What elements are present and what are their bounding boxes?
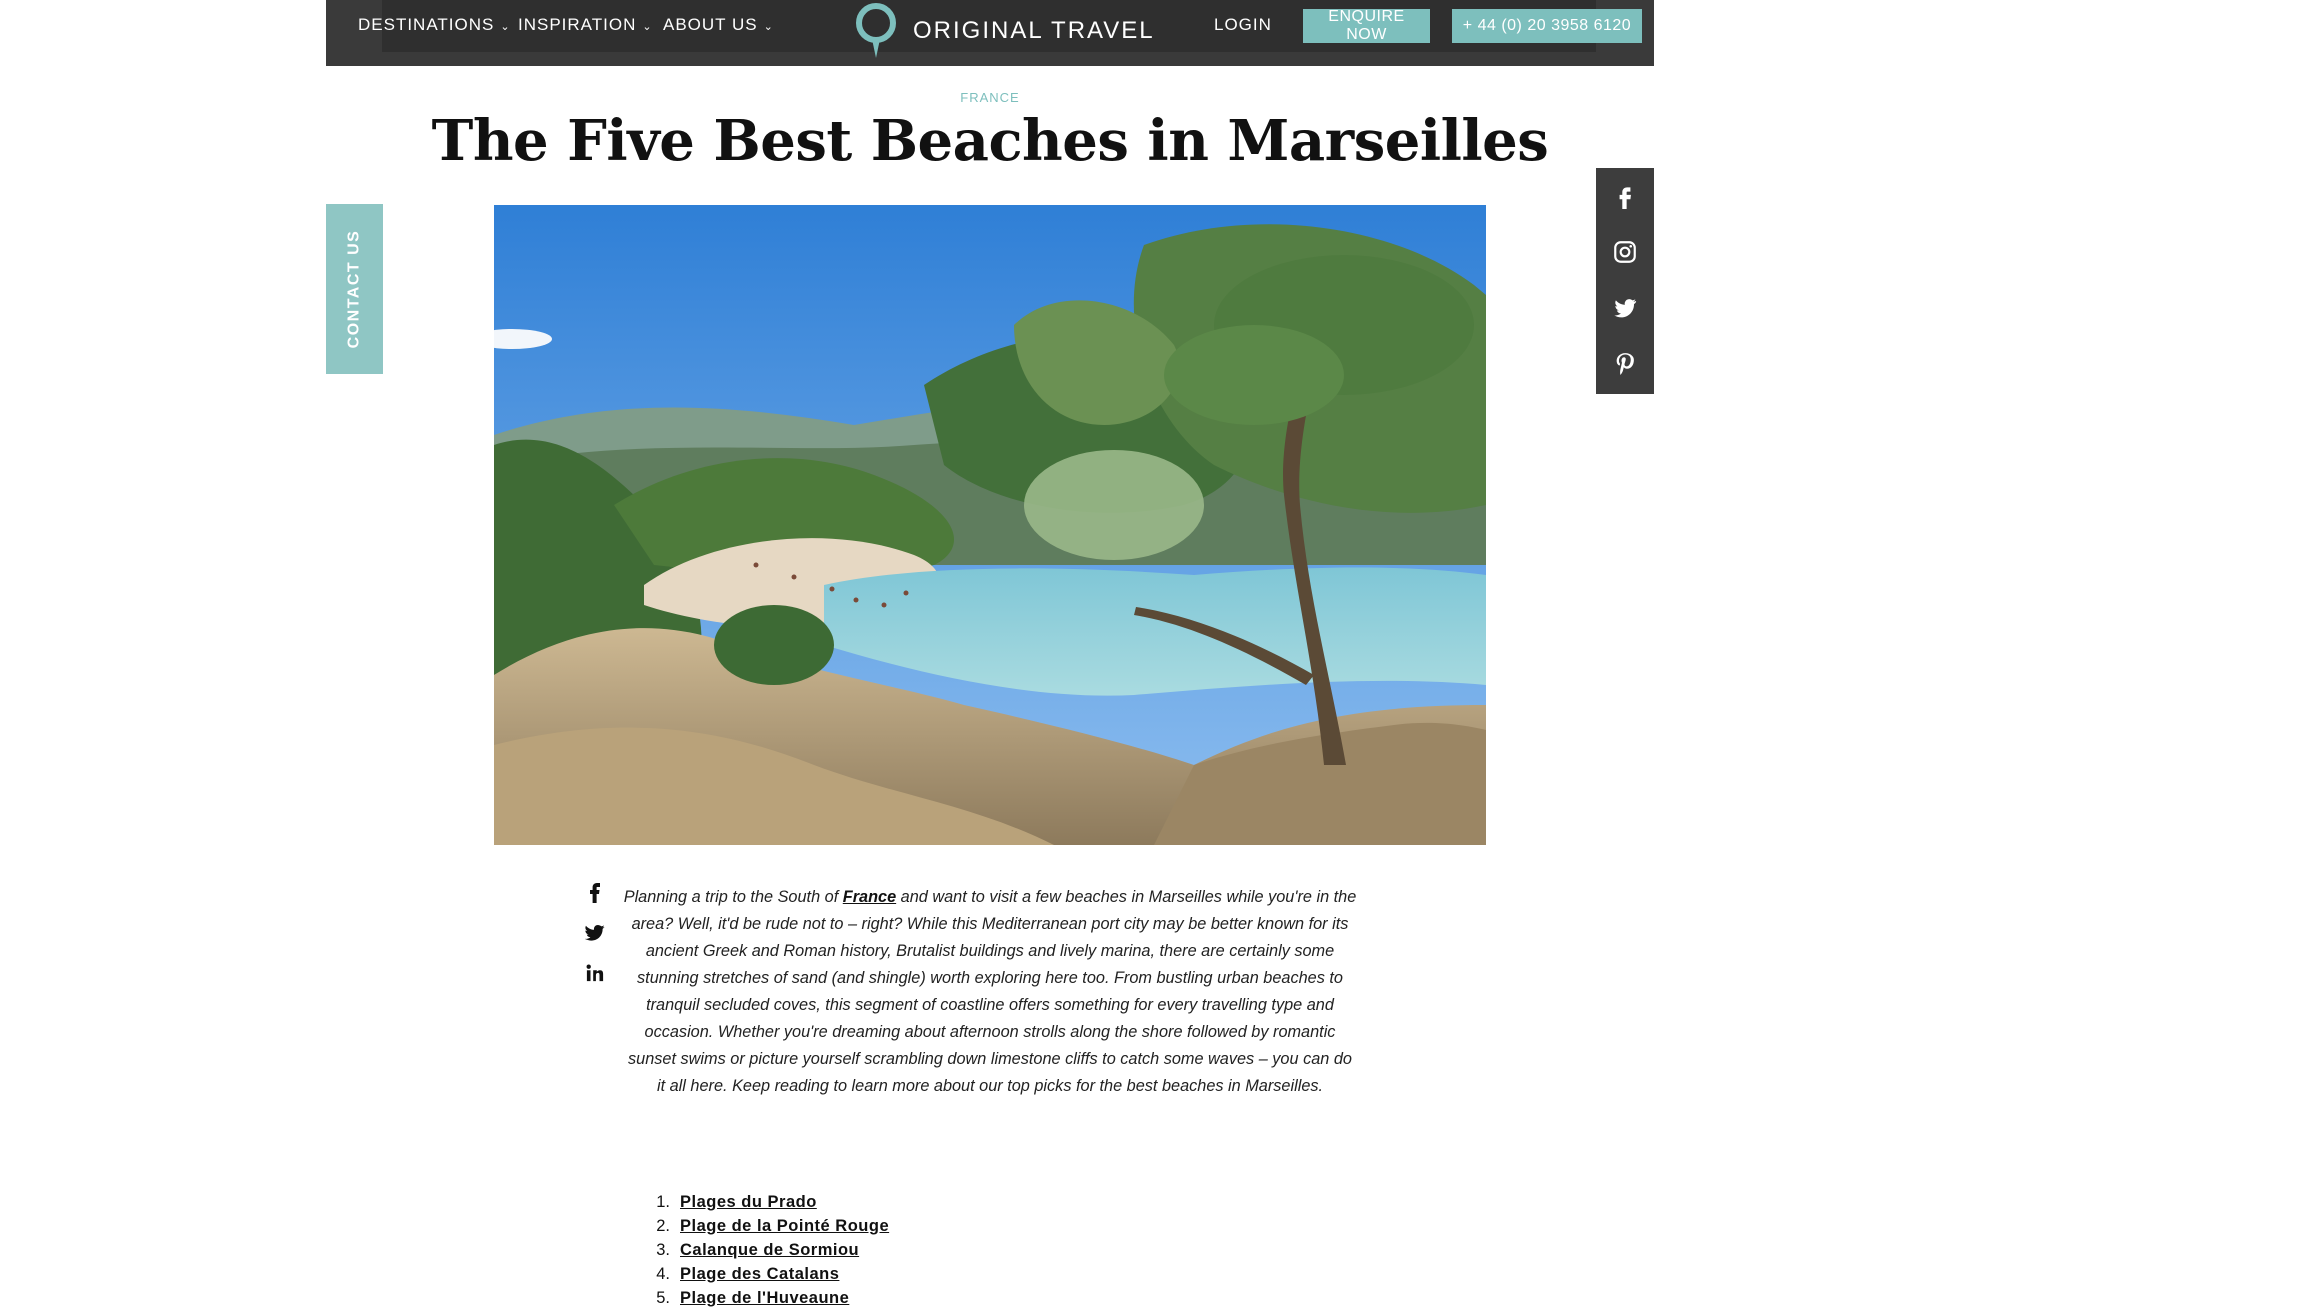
twitter-icon[interactable] [1596, 280, 1654, 336]
login-link[interactable]: LOGIN [1214, 15, 1272, 34]
hero-image [494, 205, 1486, 845]
list-item [648, 1214, 889, 1238]
intro-paragraph [622, 884, 1358, 1100]
list-item [648, 1286, 889, 1310]
contact-us-label: CONTACT US [345, 229, 363, 349]
list-item [648, 1190, 889, 1214]
list-number: 4. [656, 1265, 670, 1283]
toc-link-plages-du-prado[interactable]: Plages du Prado [680, 1193, 817, 1211]
toc-link-pointe-rouge[interactable]: Plage de la Pointé Rouge [680, 1217, 890, 1235]
logo-pin-icon [853, 2, 899, 60]
logo-wordmark [913, 17, 1155, 45]
list-number: 2. [656, 1217, 670, 1235]
phone-button[interactable]: + 44 (0) 20 3958 6120 [1452, 9, 1642, 43]
toc-link-calanque-de-sormiou[interactable]: Calanque de Sormiou [680, 1241, 860, 1259]
list-item [648, 1238, 889, 1262]
list-number: 1. [656, 1193, 670, 1211]
article-category[interactable]: FRANCE [960, 90, 1020, 105]
toc-link-plage-de-l-huveaune[interactable]: Plage de l'Huveaune [680, 1289, 850, 1307]
share-twitter-icon[interactable] [582, 920, 608, 946]
pinterest-icon[interactable] [1596, 336, 1654, 392]
intro-text-before: Planning a trip to the South of [623, 888, 843, 906]
nav-about-us-label: ABOUT US [663, 15, 758, 34]
enquire-now-button[interactable]: ENQUIRE NOW [1303, 9, 1430, 43]
chevron-down-icon: ⌄ [500, 20, 511, 33]
share-facebook-icon[interactable] [582, 880, 608, 906]
logo-word-original: ORIGINAL [913, 17, 1043, 44]
social-rail [1596, 168, 1654, 394]
list-item [648, 1262, 889, 1286]
top-navigation-bar [326, 0, 1654, 66]
nav-about-us[interactable] [663, 0, 774, 50]
list-number: 3. [656, 1241, 670, 1259]
chevron-down-icon: ⌄ [763, 20, 774, 33]
chevron-down-icon: ⌄ [642, 20, 653, 33]
share-linkedin-icon[interactable] [582, 960, 608, 986]
facebook-icon[interactable] [1596, 168, 1654, 224]
nav-destinations[interactable] [358, 0, 511, 50]
france-link[interactable]: France [842, 888, 897, 906]
intro-text-after: and want to visit a few beaches in Marseilles while you're in the area? Well, it'd be rude not to – right? While this Mediterranean port city may be better known for its ancient Greek and Roman history, Brutalist buildings and lively marina, there are certainly some stunning stretches of sand (and shingle) worth exploring here too. From bustling urban beaches to tranquil secluded coves, this segment of coastline offers something for every travelling type and occasion. Whether you're dreaming about afternoon strolls along the shore followed by romantic sunset swims or picture yourself scrambling down limestone cliffs to catch some waves – you can do it all here. Keep reading to learn more about our top picks for the best beaches in Marseilles. [628, 888, 1357, 1095]
logo-word-travel: TRAVEL [1051, 17, 1155, 44]
nav-inspiration-label: INSPIRATION [518, 15, 637, 34]
page-title: The Five Best Beaches in Marseilles [431, 108, 1549, 174]
contact-us-tab[interactable] [326, 204, 383, 374]
list-number: 5. [656, 1289, 670, 1307]
instagram-icon[interactable] [1596, 224, 1654, 280]
nav-inspiration[interactable] [518, 0, 653, 50]
toc-link-plage-des-catalans[interactable]: Plage des Catalans [680, 1265, 840, 1283]
brand-logo[interactable] [853, 2, 1155, 60]
beach-list [648, 1190, 889, 1310]
nav-destinations-label: DESTINATIONS [358, 15, 495, 34]
